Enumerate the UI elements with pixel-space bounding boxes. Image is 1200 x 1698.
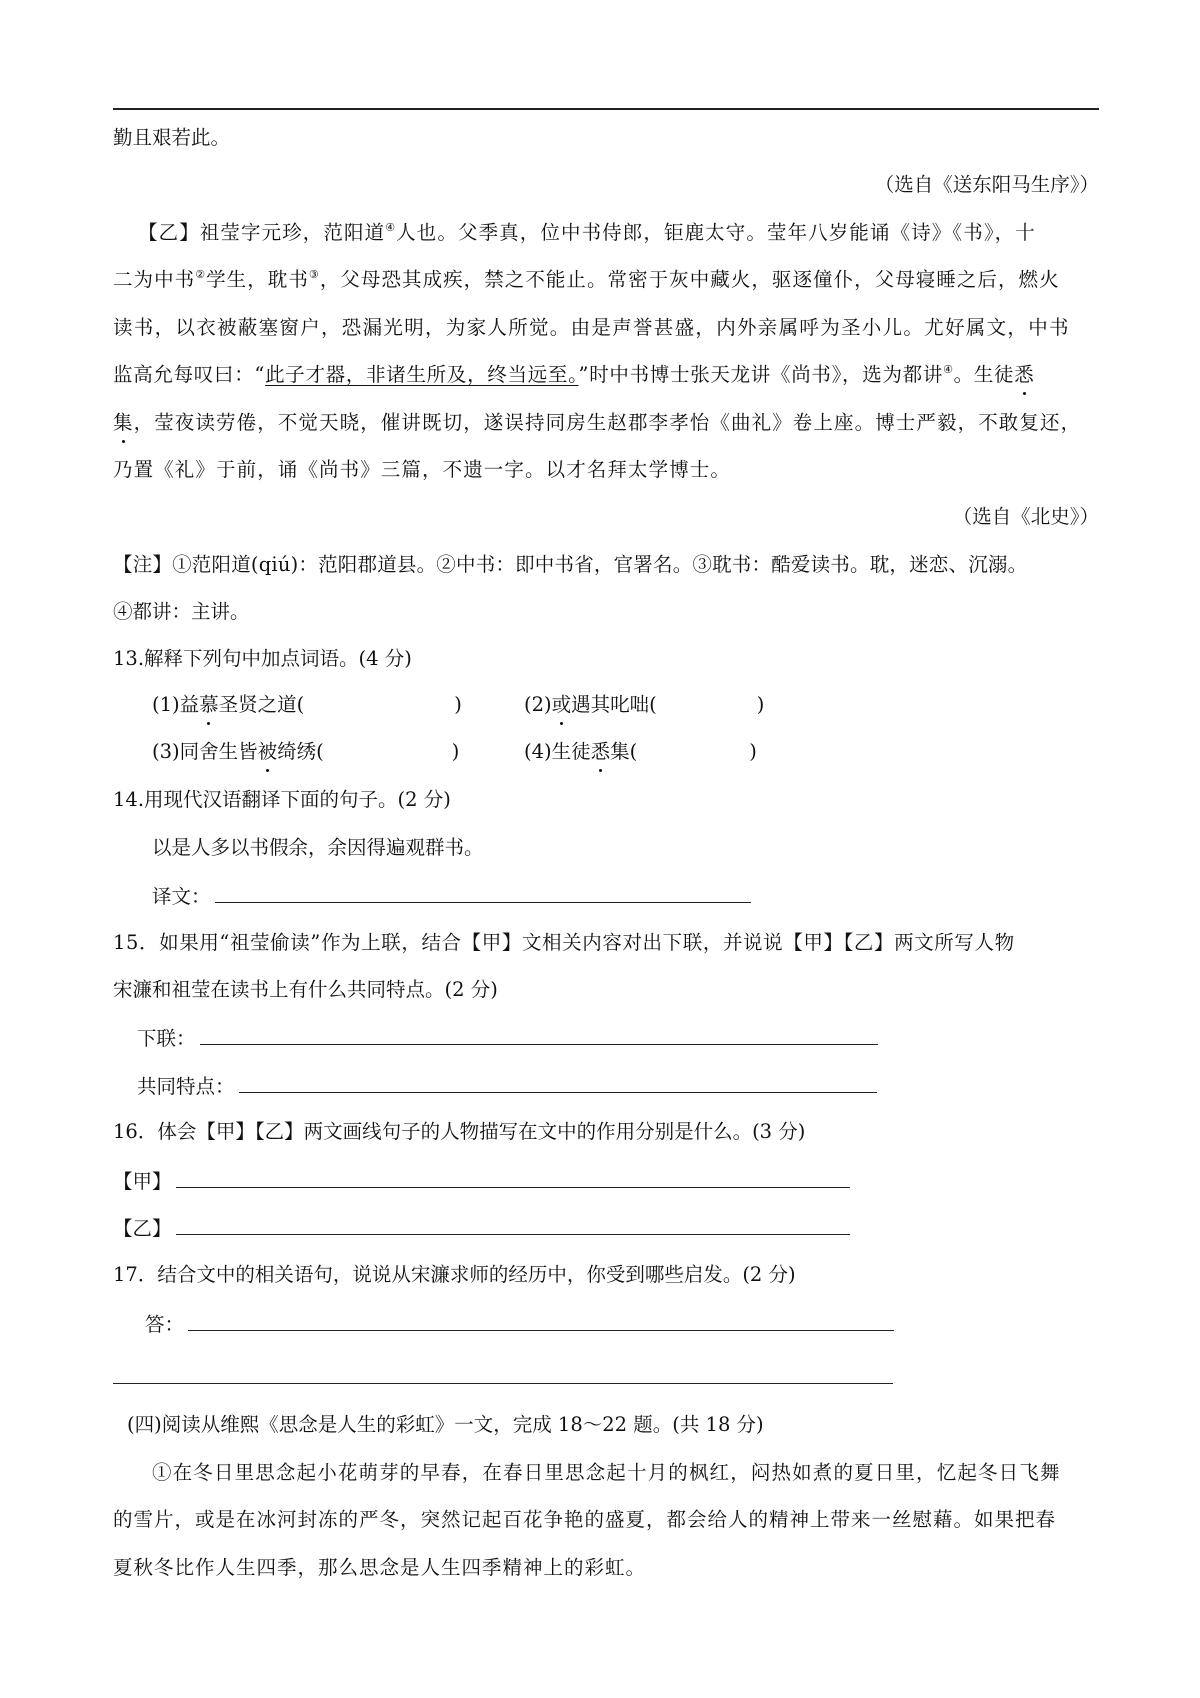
text: 监高允每叹曰：“ bbox=[113, 363, 266, 386]
passage-b-line-4 bbox=[113, 360, 1034, 390]
paren-close: ) bbox=[756, 693, 765, 716]
dotted-char: 慕 bbox=[199, 690, 219, 720]
answer-label: 共同特点： bbox=[137, 1075, 235, 1098]
answer-label: 【乙】 bbox=[113, 1217, 172, 1240]
text: 绮绣( bbox=[277, 740, 324, 763]
note-mark: ④ bbox=[385, 221, 397, 234]
text: ，莹夜读劳倦，不觉天晓，催讲既切，遂误持同房生赵郡李孝怡《曲礼》卷上座。博士严毅，不敢复还， bbox=[133, 411, 1082, 434]
text: 人也。父季真，位中书侍郎，钜鹿太守。莹年八岁能诵《诗》《书》，十 bbox=[396, 221, 1036, 244]
q16-jia-row bbox=[113, 1165, 850, 1195]
answer-label: 下联： bbox=[137, 1027, 196, 1050]
dotted-char: 被 bbox=[258, 737, 278, 767]
source-a: （选自《送东阳马生序》） bbox=[874, 173, 1099, 196]
q15-common-row bbox=[137, 1070, 877, 1100]
answer-blank[interactable] bbox=[215, 880, 751, 903]
notes-line-1: 【注】①范阳道(qiú)：范阳郡道县。②中书：即中书省，官署名。③耽书：酷爱读书。耽，迷恋、沉溺。 bbox=[113, 553, 1028, 576]
q15-line-1: 15．如果用“祖莹偷读”作为上联，结合【甲】文相关内容对出下联，并说说【甲】【乙】两文所写人物 bbox=[113, 931, 1015, 954]
top-rule bbox=[113, 108, 1099, 110]
answer-blank[interactable] bbox=[188, 1308, 894, 1331]
q15-line-2: 宋濂和祖莹在读书上有什么共同特点。(2 分) bbox=[113, 978, 498, 1001]
item-num: (3) bbox=[152, 740, 180, 763]
q13-item-3 bbox=[152, 737, 459, 767]
answer-blank[interactable] bbox=[176, 1165, 850, 1188]
q17-answer-row bbox=[145, 1308, 894, 1338]
text: ”时中书博士张天龙讲《尚书》，选为都讲 bbox=[578, 363, 944, 386]
section4-title: (四)阅读从维熙《思念是人生的彩虹》一文，完成 18～22 题。(共 18 分) bbox=[127, 1413, 764, 1436]
text: 生徒 bbox=[551, 740, 591, 763]
q14-title: 14.用现代汉语翻译下面的句子。(2 分) bbox=[113, 788, 451, 811]
item-num: (4) bbox=[524, 740, 552, 763]
paren-close: ) bbox=[454, 693, 462, 716]
text: 【乙】祖莹字元珍，范阳道 bbox=[138, 221, 386, 244]
notes-line-2: ④都讲：主讲。 bbox=[113, 600, 250, 623]
answer-blank[interactable] bbox=[176, 1212, 850, 1235]
passage-b-line-3: 读书，以衣被蔽塞窗户，恐漏光明，为家人所觉。由是声誉甚盛，内外亲属呼为圣小儿。尤好属文，中书 bbox=[113, 316, 1070, 339]
q13-item-1 bbox=[152, 690, 462, 720]
text: 遇其叱咄( bbox=[571, 693, 657, 716]
item-num: (2) bbox=[524, 693, 552, 716]
section4-p3: 夏秋冬比作人生四季，那么思念是人生四季精神上的彩虹。 bbox=[113, 1556, 647, 1579]
note-mark: ② bbox=[195, 268, 207, 281]
answer-blank[interactable] bbox=[200, 1022, 878, 1045]
q17-title: 17．结合文中的相关语句，说说从宋濂求师的经历中，你受到哪些启发。(2 分) bbox=[113, 1263, 796, 1286]
answer-label: 答： bbox=[145, 1313, 185, 1336]
answer-label: 【甲】 bbox=[113, 1170, 172, 1193]
note-mark: ④ bbox=[943, 363, 954, 376]
text: 。生徒 bbox=[953, 363, 1015, 386]
passage-b-line-5 bbox=[113, 408, 1081, 438]
text: 益 bbox=[179, 693, 200, 716]
q14-sentence: 以是人多以书假余，余因得遍观群书。 bbox=[152, 836, 484, 859]
passage-a-end: 勤且艰若此。 bbox=[113, 126, 231, 149]
passage-b-line-2 bbox=[113, 265, 1060, 295]
q15-couplet-row bbox=[137, 1022, 878, 1052]
note-mark: ③ bbox=[308, 268, 320, 281]
q13-item-4 bbox=[524, 737, 757, 767]
dotted-char: 或 bbox=[552, 690, 572, 720]
q14-answer-row bbox=[152, 880, 751, 910]
text: 二为中书 bbox=[113, 268, 196, 291]
text: 同舍生皆 bbox=[179, 740, 258, 763]
text: ，父母恐其成疾，禁之不能止。常密于灰中藏火，驱逐僮仆，父母寝睡之后，燃火 bbox=[319, 268, 1060, 291]
dotted-char: 悉 bbox=[1014, 360, 1034, 390]
q16-yi-row bbox=[113, 1212, 850, 1242]
passage-b-line-6: 乃置《礼》于前，诵《尚书》三篇，不遗一字。以才名拜太学博士。 bbox=[113, 458, 732, 481]
answer-blank-line-2[interactable] bbox=[113, 1383, 893, 1384]
section4-p1: ①在冬日里思念起小花萌芽的早春，在春日里思念起十月的枫红，闷热如煮的夏日里，忆起冬日飞舞 bbox=[152, 1461, 1061, 1484]
paren-close: ) bbox=[451, 740, 460, 763]
q13-title: 13.解释下列句中加点词语。(4 分) bbox=[113, 647, 412, 670]
q13-item-2 bbox=[524, 690, 764, 720]
text: 圣贤之道( bbox=[218, 693, 305, 716]
paren-close: ) bbox=[749, 740, 757, 763]
text: 集( bbox=[610, 740, 638, 763]
answer-label: 译文： bbox=[152, 885, 211, 908]
answer-blank[interactable] bbox=[239, 1070, 877, 1093]
q16-title: 16．体会【甲】【乙】两文画线句子的人物描写在文中的作用分别是什么。(3 分) bbox=[113, 1120, 806, 1143]
dotted-char: 集 bbox=[113, 408, 134, 438]
dotted-char: 悉 bbox=[591, 737, 611, 767]
passage-b-line-1 bbox=[138, 218, 1036, 248]
source-b: （选自《北史》） bbox=[952, 505, 1099, 528]
section4-p2: 的雪片，或是在冰河封冻的严冬，突然记起百花争艳的盛夏，都会给人的精神上带来一丝慰藉。如果把春 bbox=[113, 1508, 1057, 1531]
item-num: (1) bbox=[152, 693, 180, 716]
text: 学生，耽书 bbox=[206, 268, 309, 291]
underlined-sentence: 此子才器，非诸生所及，终当远至。 bbox=[265, 363, 579, 386]
